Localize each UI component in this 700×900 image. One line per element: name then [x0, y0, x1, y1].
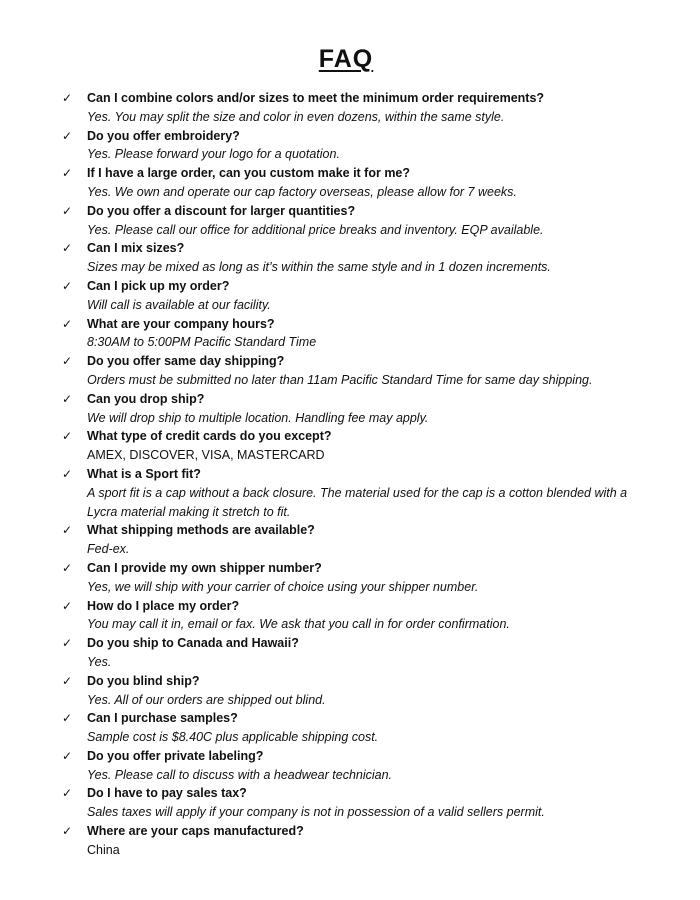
faq-answer: China — [87, 842, 120, 857]
faq-answer: Yes. You may split the size and color in even dozens, within the same style. — [87, 109, 505, 124]
check-icon: ✓ — [62, 560, 73, 575]
check-icon: ✓ — [62, 203, 73, 218]
faq-question: Do you blind ship? — [87, 673, 200, 688]
faq-item — [62, 709, 692, 747]
faq-answer: Yes, we will ship with your carrier of choice using your shipper number. — [87, 579, 479, 594]
faq-question: What are your company hours? — [87, 316, 275, 331]
faq-question: Do you ship to Canada and Hawaii? — [87, 636, 299, 651]
faq-answer: Yes. Please call to discuss with a headwear technician. — [87, 767, 393, 782]
faq-item — [62, 634, 692, 672]
check-icon: ✓ — [62, 673, 73, 688]
faq-question: Where are your caps manufactured? — [87, 824, 304, 839]
faq-answer: Yes. — [87, 654, 112, 669]
faq-item — [62, 747, 692, 785]
check-icon: ✓ — [62, 786, 73, 801]
faq-item — [62, 315, 692, 353]
faq-item — [62, 89, 692, 127]
faq-item — [62, 521, 692, 559]
check-icon: ✓ — [62, 598, 73, 613]
faq-answer: Will call is available at our facility. — [87, 297, 271, 312]
faq-question: What shipping methods are available? — [87, 523, 315, 538]
check-icon: ✓ — [62, 166, 73, 181]
faq-question: Can I combine colors and/or sizes to meet the minimum order requirements? — [87, 91, 545, 105]
faq-item — [62, 202, 692, 240]
faq-item — [62, 784, 692, 822]
faq-answer: You may call it in, email or fax. We ask that you call in for order confirmation. — [87, 617, 510, 632]
faq-question: Can I provide my own shipper number? — [87, 560, 322, 575]
check-icon: ✓ — [62, 748, 73, 763]
faq-question: Can I pick up my order? — [87, 278, 230, 293]
faq-answer: Sample cost is $8.40C plus applicable shipping cost. — [87, 730, 379, 745]
faq-item — [62, 559, 692, 597]
faq-answer: Sales taxes will apply if your company is not in possession of a valid sellers permit. — [87, 805, 545, 820]
faq-question: Can I mix sizes? — [87, 241, 185, 256]
faq-question: If I have a large order, can you custom make it for me? — [87, 166, 411, 181]
check-icon: ✓ — [62, 466, 73, 481]
page-title: FAQ — [318, 45, 374, 73]
faq-answer: Sizes may be mixed as long as it’s within the same style and in 1 dozen increments. — [87, 260, 551, 275]
faq-answer: A sport fit is a cap without a back closure. The material used for the cap is a cotton blended with a Lycra material making it stretch to fit. — [87, 485, 628, 519]
faq-answer: Fed-ex. — [87, 542, 130, 557]
faq-question: Do you offer a discount for larger quantities? — [87, 203, 356, 218]
faq-question: How do I place my order? — [87, 598, 240, 613]
check-icon: ✓ — [62, 391, 73, 406]
check-icon: ✓ — [62, 824, 73, 839]
faq-answer: Orders must be submitted no later than 11am Pacific Standard Time for same day shipping. — [87, 372, 593, 387]
faq-answer: AMEX, DISCOVER, VISA, MASTERCARD — [87, 448, 325, 463]
faq-item — [62, 127, 692, 165]
check-icon: ✓ — [62, 278, 73, 293]
faq-item — [62, 277, 692, 315]
faq-question: Do you offer embroidery? — [87, 128, 240, 143]
check-icon: ✓ — [62, 636, 73, 651]
faq-item — [62, 239, 692, 277]
check-icon: ✓ — [62, 523, 73, 538]
faq-item — [62, 427, 692, 465]
check-icon: ✓ — [62, 91, 73, 105]
faq-list — [62, 89, 692, 860]
check-icon: ✓ — [62, 128, 73, 143]
faq-question: Do you offer private labeling? — [87, 748, 264, 763]
check-icon: ✓ — [62, 316, 73, 331]
faq-item — [62, 672, 692, 710]
faq-question: Do I have to pay sales tax? — [87, 786, 247, 801]
faq-item — [62, 465, 692, 521]
check-icon: ✓ — [62, 241, 73, 256]
faq-item — [62, 164, 692, 202]
faq-question: Can you drop ship? — [87, 391, 205, 406]
faq-answer: Yes. Please forward your logo for a quotation. — [87, 147, 340, 162]
faq-item — [62, 822, 692, 860]
faq-item — [62, 352, 692, 390]
faq-question: What type of credit cards do you except? — [87, 429, 332, 444]
faq-answer: Yes. We own and operate our cap factory overseas, please allow for 7 weeks. — [87, 184, 517, 199]
check-icon: ✓ — [62, 711, 73, 726]
faq-answer: 8:30AM to 5:00PM Pacific Standard Time — [87, 335, 317, 350]
faq-question: What is a Sport fit? — [87, 466, 201, 481]
faq-answer: Yes. All of our orders are shipped out blind. — [87, 692, 326, 707]
faq-item — [62, 390, 692, 428]
check-icon: ✓ — [62, 429, 73, 444]
faq-item — [62, 597, 692, 635]
faq-answer: Yes. Please call our office for additional price breaks and inventory. EQP available. — [87, 222, 544, 237]
faq-question: Can I purchase samples? — [87, 711, 238, 726]
faq-answer: We will drop ship to multiple location. Handling fee may apply. — [87, 410, 429, 425]
faq-question: Do you offer same day shipping? — [87, 354, 285, 369]
check-icon: ✓ — [62, 354, 73, 369]
